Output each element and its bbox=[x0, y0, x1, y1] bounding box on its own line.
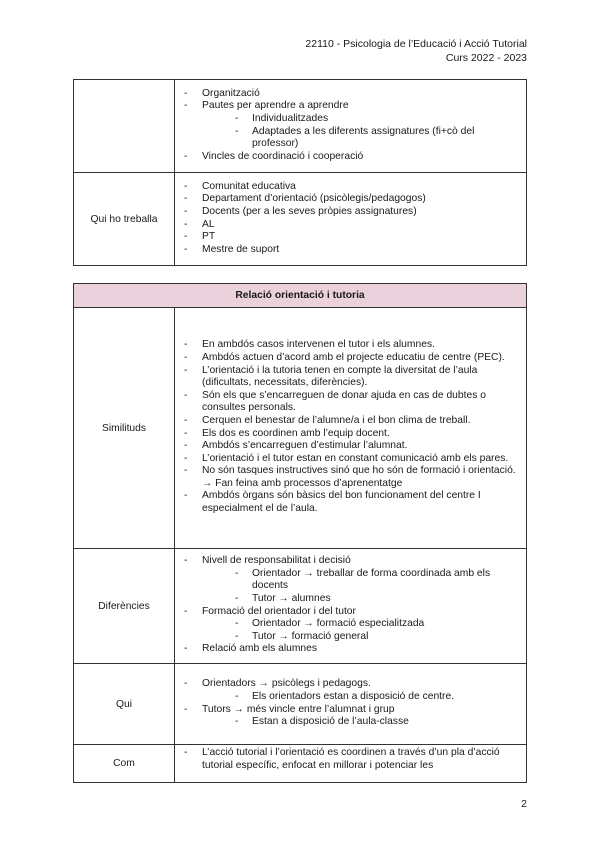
list-item: - Formació del orientador i del tutor bbox=[181, 606, 520, 619]
list-item: - En ambdós casos intervenen el tutor i els alumnes. bbox=[181, 339, 520, 352]
row-content bbox=[175, 173, 527, 266]
list-item: - Mestre de suport bbox=[181, 244, 520, 257]
header-course: 22110 - Psicologia de l’Educació i Acció Tutorial bbox=[305, 38, 527, 50]
bullet-list bbox=[181, 555, 520, 656]
sub-list-item: - Adaptades a les diferents assignatures (fi+cò del professor) bbox=[181, 126, 520, 151]
list-item: - Organització bbox=[181, 88, 520, 101]
sub-list-item: - Orientador → formació especialitzada bbox=[181, 618, 520, 631]
list-item: - Cerquen el benestar de l’alumne/a i el bon clima de treball. bbox=[181, 415, 520, 428]
list-item: - Nivell de responsabilitat i decisió bbox=[181, 555, 520, 568]
list-item: - Són els que s’encarreguen de donar ajuda en cas de dubtes o consultes personals. bbox=[181, 390, 520, 415]
tutoring-content-table bbox=[73, 79, 527, 266]
row-content bbox=[175, 80, 527, 173]
list-item: - L’acció tutorial i l’orientació es coordinen a través d’un pla d’acció tutorial específic, enfocat en millorar i potenciar les bbox=[181, 747, 520, 772]
row-content bbox=[175, 664, 527, 745]
list-item: - No són tasques instructives sinó que ho són de formació i orientació. → Fan feina amb processos d’aprenentatge bbox=[181, 465, 520, 490]
list-item: - Ambdós actuen d’acord amb el projecte educatiu de centre (PEC). bbox=[181, 352, 520, 365]
sub-list-item: - Tutor → alumnes bbox=[181, 593, 520, 606]
list-item: - AL bbox=[181, 219, 520, 232]
sub-list-item: - Orientador → treballar de forma coordinada amb els docents bbox=[181, 568, 520, 593]
bullet-list bbox=[181, 678, 520, 728]
list-item: - Orientadors → psicòlegs i pedagogs. bbox=[181, 678, 520, 691]
list-item: - L’orientació i el tutor estan en constant comunicació amb els pares. bbox=[181, 453, 520, 466]
row-label-empty bbox=[74, 80, 175, 173]
list-item: - PT bbox=[181, 231, 520, 244]
sub-list-item: - Tutor → formació general bbox=[181, 631, 520, 644]
bullet-list bbox=[181, 747, 520, 772]
sub-list-item: - Els orientadors estan a disposició de centre. bbox=[181, 691, 520, 704]
row-label-how: Com bbox=[74, 745, 175, 783]
row-content bbox=[175, 308, 527, 549]
list-item: - Ambdós òrgans són bàsics del bon funcionament del centre I especialment el de l’aula. bbox=[181, 490, 520, 515]
orientation-tutoring-table bbox=[73, 283, 527, 783]
page-number: 2 bbox=[521, 798, 527, 810]
bullet-list bbox=[181, 181, 520, 257]
list-item: - Comunitat educativa bbox=[181, 181, 520, 194]
bullet-list bbox=[181, 339, 520, 515]
list-item: - Docents (per a les seves pròpies assignatures) bbox=[181, 206, 520, 219]
list-item: - Ambdós s’encarreguen d’estimular l’alumnat. bbox=[181, 440, 520, 453]
list-item: - Tutors → més vincle entre l’alumnat i grup bbox=[181, 704, 520, 717]
list-item: - Relació amb els alumnes bbox=[181, 643, 520, 656]
list-item: - Departament d’orientació (psicòlegis/pedagogos) bbox=[181, 193, 520, 206]
list-item: - L’orientació i la tutoria tenen en compte la diversitat de l’aula (dificultats, necessitats, diferències). bbox=[181, 365, 520, 390]
row-label-differences: Diferències bbox=[74, 549, 175, 664]
table-title: Relació orientació i tutoria bbox=[74, 284, 527, 308]
row-label-similarities: Similituds bbox=[74, 308, 175, 549]
list-item: - Vincles de coordinació i cooperació bbox=[181, 151, 520, 164]
row-label-who-works: Qui ho treballa bbox=[74, 173, 175, 266]
sub-list-item: - Individualitzades bbox=[181, 113, 520, 126]
list-item: - Pautes per aprendre a aprendre bbox=[181, 100, 520, 113]
bullet-list bbox=[181, 88, 520, 164]
row-content bbox=[175, 549, 527, 664]
sub-list-item: - Estan a disposició de l’aula-classe bbox=[181, 716, 520, 729]
row-label-who: Qui bbox=[74, 664, 175, 745]
row-content bbox=[175, 745, 527, 783]
header-term: Curs 2022 - 2023 bbox=[445, 52, 527, 64]
list-item: - Els dos es coordinen amb l’equip docent. bbox=[181, 428, 520, 441]
